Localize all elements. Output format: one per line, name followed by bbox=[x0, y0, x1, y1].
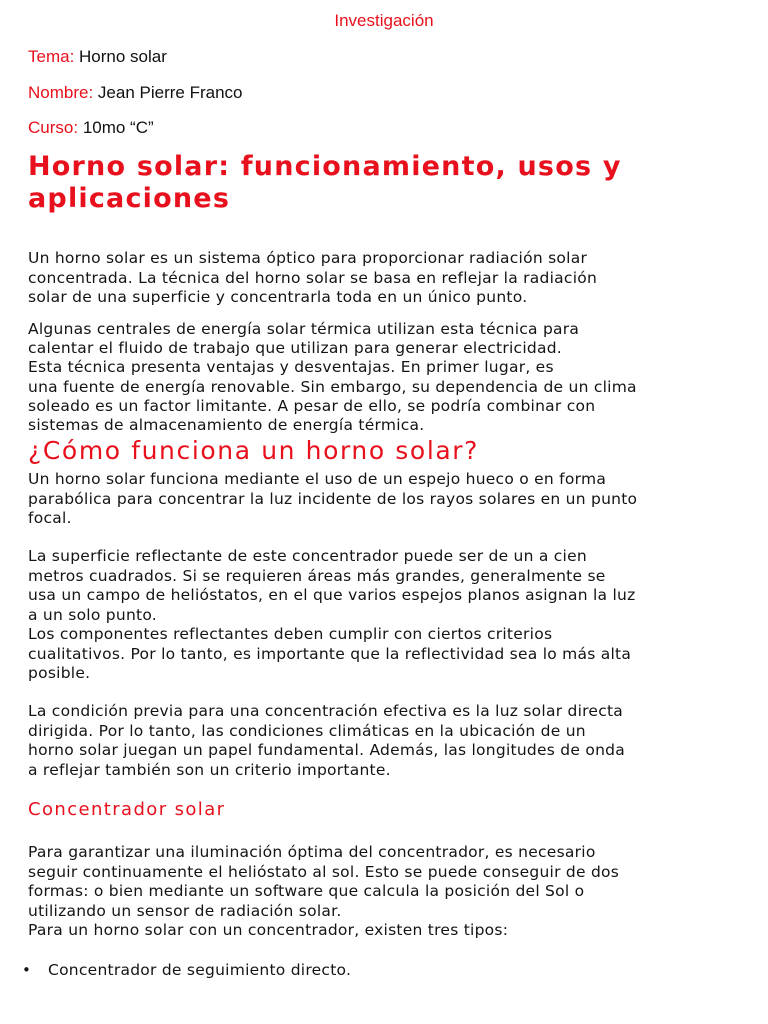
name-line bbox=[28, 83, 243, 103]
list-item bbox=[22, 960, 351, 980]
course-line bbox=[28, 118, 154, 138]
document-header: Investigación bbox=[334, 11, 434, 30]
section2-paragraph: Para garantizar una iluminación óptima del concentrador, es necesario seguir continuamente el helióstato al sol. Esto se puede conseguir de dos formas: o bien mediante un software que calcula la posición del Sol o utilizando un sensor de radiación solar. Para un horno solar con un concentrador, existen tres tipos: bbox=[28, 843, 620, 939]
course-label: Curso: bbox=[28, 118, 79, 137]
intro-paragraph-1: Un horno solar es un sistema óptico para proporcionar radiación solar concentrada. La técnica del horno solar se basa en reflejar la radiación solar de una superficie y concentrarla toda en un único punto. bbox=[28, 249, 598, 306]
concentrator-types-list bbox=[22, 960, 351, 980]
name-label: Nombre: bbox=[28, 83, 94, 102]
list-item-text: Concentrador de seguimiento directo. bbox=[48, 961, 352, 979]
name-value: Jean Pierre Franco bbox=[97, 83, 243, 102]
topic-value: Horno solar bbox=[79, 47, 167, 66]
topic-label: Tema: bbox=[28, 47, 75, 66]
section-heading-how-it-works: ¿Cómo funciona un horno solar? bbox=[28, 436, 480, 465]
section1-paragraph-2: La superficie reflectante de este concentrador puede ser de un a cien metros cuadrados. Si se requieren áreas más grandes, generalmente se usa un campo de helióstatos, en el que varios espejos planos asignan la luz a un solo punto. Los componentes reflectantes deben cumplir con ciertos criterios cualitativos. Por lo tanto, es importante que la reflectividad sea lo más alta posible. bbox=[28, 547, 636, 682]
section1-paragraph-1: Un horno solar funciona mediante el uso de un espejo hueco o en forma parabólica para concentrar la luz incidente de los rayos solares en un punto focal. bbox=[28, 470, 638, 527]
topic-line bbox=[28, 47, 167, 67]
page-title: Horno solar: funcionamiento, usos y aplicaciones bbox=[28, 151, 622, 214]
bullet-icon: • bbox=[22, 961, 32, 979]
course-value: 10mo “C” bbox=[82, 118, 154, 137]
intro-paragraph-2: Algunas centrales de energía solar térmica utilizan esta técnica para calentar el fluido de trabajo que utilizan para generar electricidad. Esta técnica presenta ventajas y desventajas. En primer lugar, es una fuente de energía renovable. Sin embargo, su dependencia de un clima soleado es un factor limitante. A pesar de ello, se podría combinar con sistemas de almacenamiento de energía térmica. bbox=[28, 320, 637, 435]
section-heading-solar-concentrator: Concentrador solar bbox=[28, 799, 226, 820]
section1-paragraph-3: La condición previa para una concentración efectiva es la luz solar directa dirigida. Por lo tanto, las condiciones climáticas en la ubicación de un horno solar juegan un papel fundamental. Además, las longitudes de onda a reflejar también son un criterio importante. bbox=[28, 702, 625, 779]
